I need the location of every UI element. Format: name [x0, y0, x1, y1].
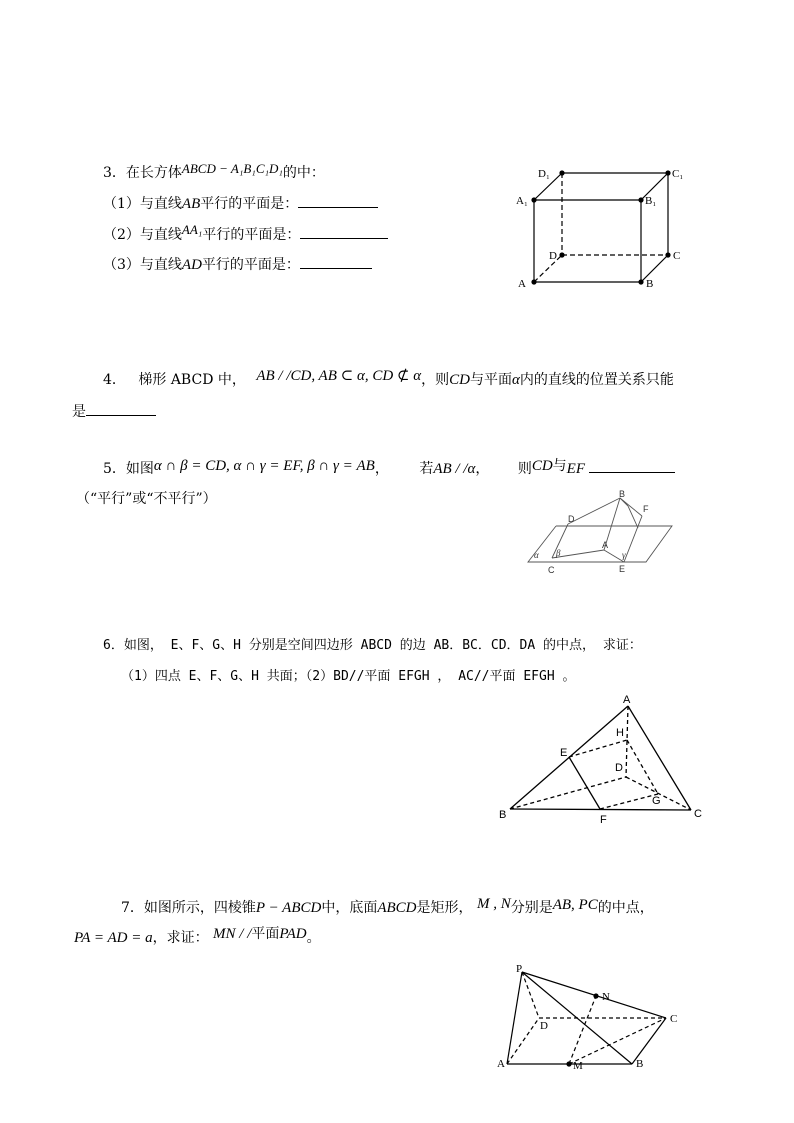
pyramid-figure — [492, 960, 692, 1075]
q5-line-2: （“平行”或“不平行”） — [76, 491, 217, 507]
answer-blank[interactable] — [86, 403, 156, 416]
label-E: E — [560, 747, 568, 759]
cuboid-figure — [505, 160, 705, 295]
label-B: B — [636, 1058, 644, 1070]
label-D: D — [540, 1020, 548, 1032]
label-M: M — [573, 1060, 583, 1072]
label-P: P — [516, 963, 523, 975]
label-B: B — [619, 489, 626, 499]
label-F: F — [643, 504, 649, 514]
label-B: B — [646, 278, 654, 290]
q5-line-1: 5．如图α ∩ β = CD, α ∩ γ = EF, β ∩ γ = AB， 若AB / /α， 则CD与EF — [103, 458, 675, 478]
label-F: F — [600, 814, 607, 826]
answer-blank[interactable] — [589, 460, 675, 473]
q3-item-1: （1）与直线AB平行的平面是： — [103, 193, 378, 213]
label-A: A — [602, 540, 609, 550]
label-D1: D₁ — [538, 168, 550, 180]
label-C: C — [548, 565, 555, 575]
label-C: C — [673, 250, 681, 262]
q3-stem: 3．在长方体ABCD − A₁B₁C₁D₁的中： — [103, 161, 325, 181]
label-B: B — [499, 809, 507, 821]
label-beta: β — [556, 548, 561, 558]
label-D: D — [549, 250, 557, 262]
label-C: C — [694, 808, 702, 820]
label-H: H — [616, 727, 624, 739]
label-alpha: α — [534, 550, 539, 560]
label-G: G — [652, 795, 661, 807]
answer-blank[interactable] — [300, 256, 372, 269]
tetrahedron-figure — [495, 690, 710, 830]
label-C: C — [670, 1013, 678, 1025]
label-E: E — [619, 564, 626, 574]
label-C1: C₁ — [672, 168, 684, 180]
q7-line-1: 7．如图所示，四棱锥P − ABCD中，底面ABCD是矩形， M , N分别是AB, PC的中点， — [121, 896, 654, 916]
q3-item-2: （2）与直线AA₁平行的平面是： — [103, 224, 388, 244]
label-A: A — [623, 694, 631, 706]
q3-item-3: （3）与直线AD平行的平面是： — [103, 254, 372, 274]
planes-figure — [520, 488, 680, 578]
label-N: N — [602, 991, 610, 1003]
q4-line-1: 4． 梯形 ABCD 中， AB / /CD, AB ⊂ α, CD ⊄ α，则CD与平面α内的直线的位置关系只能 — [103, 368, 674, 388]
q7-line-2: PA = AD = a，求证： MN / /平面PAD。 — [74, 926, 321, 946]
label-A1: A₁ — [516, 195, 528, 207]
label-D: D — [568, 514, 575, 524]
label-B1: B₁ — [645, 195, 657, 207]
q6-line-1: 6．如图， E、F、G、H 分别是空间四边形 ABCD 的边 AB．BC．CD．DA 的中点， 求证： — [103, 638, 642, 653]
label-A: A — [518, 278, 526, 290]
q6-line-2: （1）四点 E、F、G、H 共面；（2）BD//平面 EFGH ， AC//平面 EFGH 。 — [121, 669, 576, 684]
label-A: A — [497, 1058, 505, 1070]
q4-line-2: 是 — [72, 401, 156, 421]
answer-blank[interactable] — [300, 226, 388, 239]
label-gamma: γ — [622, 550, 626, 560]
answer-blank[interactable] — [298, 195, 378, 208]
label-D: D — [615, 762, 623, 774]
